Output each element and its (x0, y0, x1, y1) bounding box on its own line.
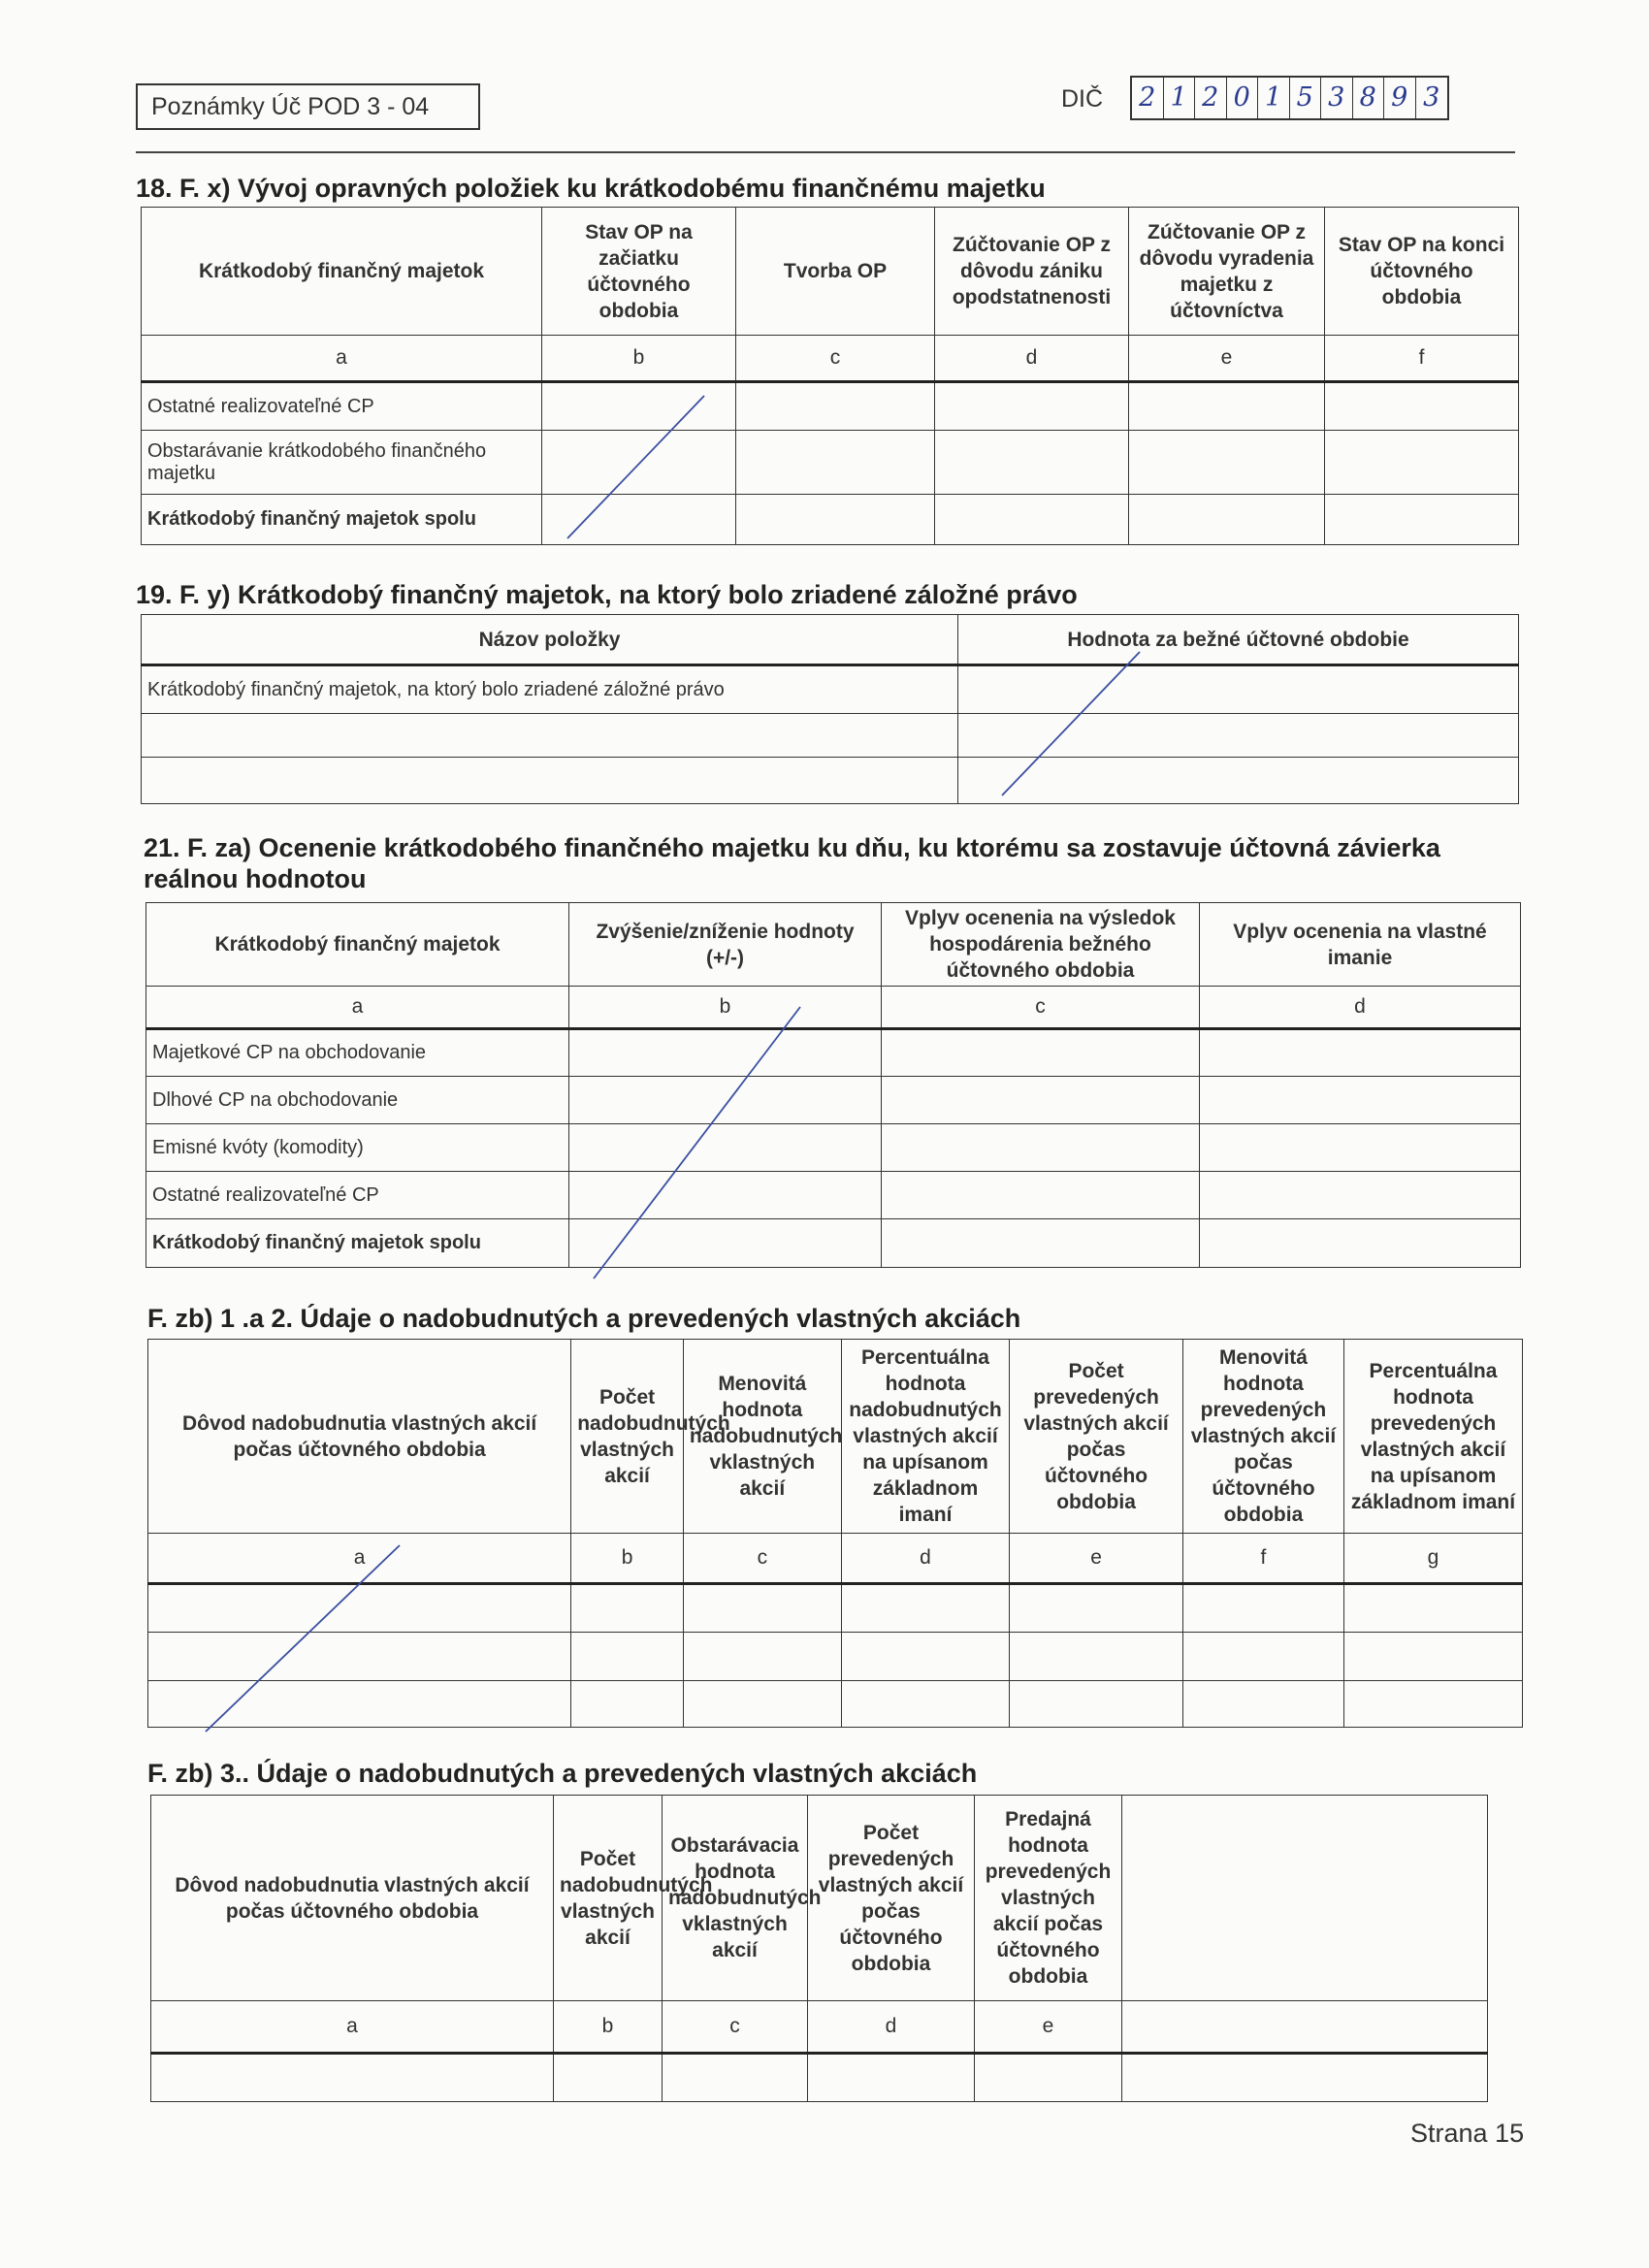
value-cell (569, 1124, 882, 1172)
row-label: Obstarávanie krátkodobého finančného majetku (142, 431, 542, 495)
value-cell (1325, 495, 1519, 545)
row-label: Dlhové CP na obchodovanie (146, 1077, 569, 1124)
value-cell (736, 431, 935, 495)
column-letter: b (569, 987, 882, 1029)
column-letter: d (808, 2001, 975, 2054)
column-header: Zvýšenie/zníženie hodnoty (+/-) (569, 903, 882, 987)
value-cell (1182, 1584, 1343, 1633)
value-cell (1129, 495, 1325, 545)
value-cell (1343, 1681, 1522, 1728)
value-cell (958, 758, 1519, 804)
dic-digit: 8 (1353, 78, 1385, 118)
row-label: Krátkodobý finančný majetok, na ktorý bolo zriadené záložné právo (142, 665, 958, 714)
page-number: Strana 15 (1410, 2119, 1525, 2148)
value-cell (542, 431, 736, 495)
dic-digit: 3 (1321, 78, 1353, 118)
column-letter: g (1343, 1534, 1522, 1584)
value-cell (569, 1219, 882, 1268)
value-cell (935, 382, 1129, 431)
value-cell (151, 2054, 554, 2102)
column-header: Zúčtovanie OP z dôvodu vyradenia majetku z účtovníctva (1129, 208, 1325, 336)
value-cell (1182, 1633, 1343, 1681)
value-cell (1325, 431, 1519, 495)
value-cell (1343, 1584, 1522, 1633)
column-letter-empty (1122, 2001, 1488, 2054)
column-letter: a (142, 336, 542, 382)
row-label (142, 758, 958, 804)
column-letter: d (935, 336, 1129, 382)
column-letter: b (542, 336, 736, 382)
value-cell (571, 1681, 684, 1728)
value-cell (841, 1681, 1009, 1728)
column-header: Stav OP na konci účtovného obdobia (1325, 208, 1519, 336)
value-cell (882, 1029, 1200, 1077)
column-header: Predajná hodnota prevedených vlastných akcií počas účtovného obdobia (975, 1796, 1122, 2001)
column-header: Tvorba OP (736, 208, 935, 336)
column-header: Dôvod nadobudnutia vlastných akcií počas účtovného obdobia (148, 1340, 571, 1534)
section-19-table (141, 614, 1519, 804)
section-21-title: 21. F. za) Ocenenie krátkodobého finančného majetku ku dňu, ku ktorému sa zostavuje účtovná závierka reálnou hodnotou (144, 833, 1440, 893)
value-cell (935, 495, 1129, 545)
column-letter: a (148, 1534, 571, 1584)
column-letter: d (1200, 987, 1521, 1029)
column-header-empty (1122, 1796, 1488, 2001)
dic-digit: 2 (1195, 78, 1227, 118)
form-code-label: Poznámky Úč POD 3 - 04 (151, 93, 430, 120)
form-code-box (136, 83, 480, 130)
column-letter: b (554, 2001, 663, 2054)
row-label: Emisné kvóty (komodity) (146, 1124, 569, 1172)
value-cell (571, 1633, 684, 1681)
value-cell (1129, 431, 1325, 495)
column-header: Dôvod nadobudnutia vlastných akcií počas účtovného obdobia (151, 1796, 554, 2001)
row-label-total: Krátkodobý finančný majetok spolu (142, 495, 542, 545)
column-header: Obstarávacia hodnota nadobudnutých vklastných akcií (663, 1796, 808, 2001)
section-zb12-title: F. zb) 1 .a 2. Údaje o nadobudnutých a prevedených vlastných akciách (147, 1304, 1021, 1333)
column-letter: f (1182, 1534, 1343, 1584)
dic-digit-boxes (1130, 76, 1449, 120)
column-letter: c (736, 336, 935, 382)
column-letter: c (882, 987, 1200, 1029)
column-letter: b (571, 1534, 684, 1584)
value-cell (571, 1584, 684, 1633)
dic-digit: 5 (1290, 78, 1322, 118)
value-cell (569, 1172, 882, 1219)
value-cell (542, 382, 736, 431)
value-cell (663, 2054, 808, 2102)
section-18-table (141, 207, 1519, 545)
value-cell (958, 665, 1519, 714)
value-cell (975, 2054, 1122, 2102)
dic-digit: 2 (1132, 78, 1164, 118)
column-letter: e (1010, 1534, 1183, 1584)
column-letter: c (663, 2001, 808, 2054)
value-cell (736, 495, 935, 545)
value-cell (683, 1584, 841, 1633)
value-cell (1200, 1077, 1521, 1124)
header-divider (136, 151, 1515, 153)
column-letter: c (683, 1534, 841, 1584)
value-cell (958, 714, 1519, 758)
section-18-title: 18. F. x) Vývoj opravných položiek ku krátkodobému finančnému majetku (136, 174, 1046, 203)
value-cell (569, 1029, 882, 1077)
value-cell (1200, 1029, 1521, 1077)
section-21-table (146, 902, 1521, 1268)
column-header: Zúčtovanie OP z dôvodu zániku opodstatnenosti (935, 208, 1129, 336)
column-header: Menovitá hodnota nadobudnutých vklastných akcií (683, 1340, 841, 1534)
section-zb3-table (150, 1795, 1488, 2102)
value-cell (841, 1633, 1009, 1681)
column-header: Stav OP na začiatku účtovného obdobia (542, 208, 736, 336)
column-header: Počet nadobudnutých vlastných akcií (571, 1340, 684, 1534)
value-cell (882, 1219, 1200, 1268)
dic-digit: 1 (1164, 78, 1196, 118)
column-header: Menovitá hodnota prevedených vlastných akcií počas účtovného obdobia (1182, 1340, 1343, 1534)
row-label (142, 714, 958, 758)
dic-label: DIČ (1061, 85, 1104, 113)
section-zb3-title: F. zb) 3.. Údaje o nadobudnutých a prevedených vlastných akciách (147, 1759, 978, 1788)
value-cell (683, 1681, 841, 1728)
value-cell (1010, 1681, 1183, 1728)
column-header: Počet nadobudnutých vlastných akcií (554, 1796, 663, 2001)
value-cell (1343, 1633, 1522, 1681)
column-letter: a (146, 987, 569, 1029)
column-letter: e (975, 2001, 1122, 2054)
dic-digit: 3 (1423, 82, 1440, 113)
value-cell (148, 1584, 571, 1633)
column-letter: f (1325, 336, 1519, 382)
value-cell (882, 1077, 1200, 1124)
value-cell (542, 495, 736, 545)
row-label: Majetkové CP na obchodovanie (146, 1029, 569, 1077)
section-zb12-table (147, 1339, 1523, 1728)
value-cell (1200, 1172, 1521, 1219)
value-cell (808, 2054, 975, 2102)
section-19-title: 19. F. y) Krátkodobý finančný majetok, na ktorý bolo zriadené záložné právo (136, 580, 1078, 609)
column-header: Vplyv ocenenia na vlastné imanie (1200, 903, 1521, 987)
row-label-total: Krátkodobý finančný majetok spolu (146, 1219, 569, 1268)
column-letter: d (841, 1534, 1009, 1584)
column-header: Počet prevedených vlastných akcií počas účtovného obdobia (1010, 1340, 1183, 1534)
value-cell (1122, 2054, 1488, 2102)
column-header: Názov položky (142, 615, 958, 665)
value-cell (1325, 382, 1519, 431)
value-cell (569, 1077, 882, 1124)
column-letter: a (151, 2001, 554, 2054)
column-header: Vplyv ocenenia na výsledok hospodárenia bežného účtovného obdobia (882, 903, 1200, 987)
value-cell (148, 1633, 571, 1681)
value-cell (148, 1681, 571, 1728)
column-header: Hodnota za bežné účtovné obdobie (958, 615, 1519, 665)
value-cell (1200, 1124, 1521, 1172)
dic-digit: 9 (1384, 78, 1416, 118)
dic-digit: 1 (1258, 78, 1290, 118)
value-cell (554, 2054, 663, 2102)
column-header: Percentuálna hodnota nadobudnutých vlastných akcií na upísanom základnom imaní (841, 1340, 1009, 1534)
column-header: Krátkodobý finančný majetok (146, 903, 569, 987)
value-cell (1129, 382, 1325, 431)
value-cell (882, 1172, 1200, 1219)
value-cell (736, 382, 935, 431)
column-header: Krátkodobý finančný majetok (142, 208, 542, 336)
column-header: Počet prevedených vlastných akcií počas účtovného obdobia (808, 1796, 975, 2001)
value-cell (1010, 1584, 1183, 1633)
value-cell (683, 1633, 841, 1681)
value-cell (1010, 1633, 1183, 1681)
row-label: Ostatné realizovateľné CP (146, 1172, 569, 1219)
value-cell (1182, 1681, 1343, 1728)
value-cell (1200, 1219, 1521, 1268)
column-letter: e (1129, 336, 1325, 382)
value-cell (882, 1124, 1200, 1172)
dic-digit: 0 (1227, 78, 1259, 118)
value-cell (935, 431, 1129, 495)
value-cell (841, 1584, 1009, 1633)
row-label: Ostatné realizovateľné CP (142, 382, 542, 431)
column-header: Percentuálna hodnota prevedených vlastných akcií na upísanom základnom imaní (1343, 1340, 1522, 1534)
